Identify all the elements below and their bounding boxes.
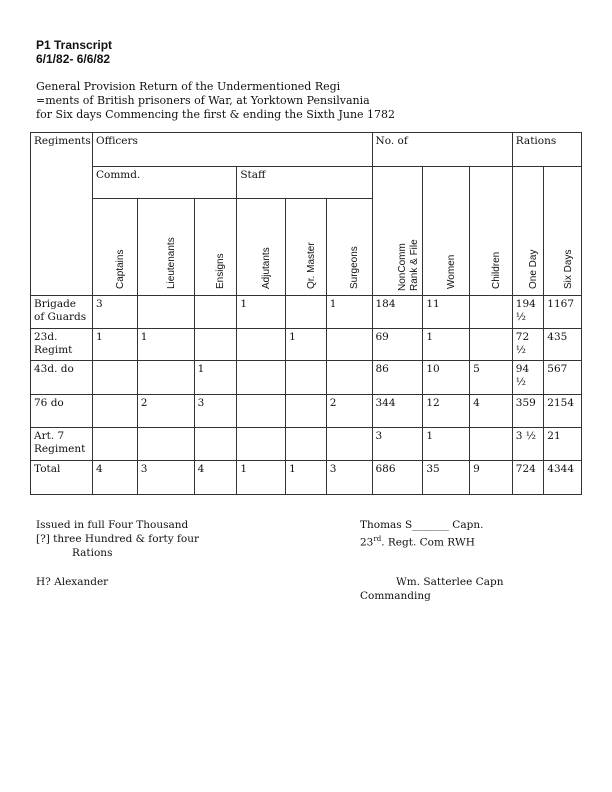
table-cell: 10 bbox=[423, 361, 470, 395]
table-row bbox=[31, 329, 582, 361]
regiment-name: Art. 7 Regiment bbox=[31, 428, 93, 461]
signature-line: Thomas S_______ Capn. bbox=[360, 519, 484, 531]
table-cell: 1 bbox=[286, 329, 327, 361]
table-cell bbox=[286, 428, 327, 461]
table-cell bbox=[237, 329, 286, 361]
table-cell: 94 ½ bbox=[512, 361, 544, 395]
table-row bbox=[31, 296, 582, 329]
table-cell: 359 bbox=[512, 395, 544, 428]
transcript-title: P1 Transcript bbox=[36, 38, 113, 52]
col-six-days: Six Days bbox=[544, 167, 582, 296]
table-cell: 2 bbox=[137, 395, 194, 428]
table-cell: 3 bbox=[326, 461, 372, 495]
table-cell: 1 bbox=[423, 329, 470, 361]
table-cell bbox=[237, 395, 286, 428]
table-cell: 3 bbox=[93, 296, 138, 329]
table-cell: 3 bbox=[194, 395, 237, 428]
issued-line: Issued in full Four Thousand bbox=[36, 519, 189, 531]
header-officers: Officers bbox=[93, 133, 373, 167]
heading-line: for Six days Commencing the first & ending the Sixth June 1782 bbox=[36, 108, 396, 121]
header-rations: Rations bbox=[512, 133, 581, 167]
table-cell: 4 bbox=[93, 461, 138, 495]
table-cell bbox=[286, 296, 327, 329]
table-cell bbox=[194, 296, 237, 329]
date-range: 6/1/82- 6/6/82 bbox=[36, 52, 111, 66]
provision-return-table bbox=[30, 132, 582, 495]
table-cell bbox=[326, 428, 372, 461]
table-cell bbox=[286, 395, 327, 428]
col-noncomm bbox=[372, 167, 423, 296]
table-cell bbox=[137, 361, 194, 395]
rations-word: Rations bbox=[72, 547, 113, 559]
table-cell: 1 bbox=[137, 329, 194, 361]
table-cell: 3 bbox=[372, 428, 423, 461]
table-row bbox=[31, 361, 582, 395]
issued-line: [?] three Hundred & forty four bbox=[36, 533, 200, 545]
table-cell: 1 bbox=[237, 296, 286, 329]
table-cell: 1 bbox=[326, 296, 372, 329]
table-cell: 1 bbox=[194, 361, 237, 395]
table-body bbox=[31, 296, 582, 495]
table-cell: 1167 bbox=[544, 296, 582, 329]
col-lieutenants: Lieutenants bbox=[137, 199, 194, 296]
table-cell: 4344 bbox=[544, 461, 582, 495]
table-cell bbox=[93, 428, 138, 461]
col-adjutants: Adjutants bbox=[237, 199, 286, 296]
col-noncomm-line: Rank & File bbox=[409, 239, 421, 291]
table-cell: 1 bbox=[423, 428, 470, 461]
table-cell: 2154 bbox=[544, 395, 582, 428]
table-cell bbox=[194, 428, 237, 461]
table-cell: 12 bbox=[423, 395, 470, 428]
col-one-day: One Day bbox=[512, 167, 544, 296]
col-surgeons: Surgeons bbox=[326, 199, 372, 296]
table-cell bbox=[93, 395, 138, 428]
table-cell bbox=[286, 361, 327, 395]
header-staff: Staff bbox=[237, 167, 372, 199]
col-children: Children bbox=[470, 167, 513, 296]
table-cell: 1 bbox=[93, 329, 138, 361]
regiment-name: 23d. Regimt bbox=[31, 329, 93, 361]
header-commissioned: Commd. bbox=[93, 167, 237, 199]
table-row bbox=[31, 461, 582, 495]
table-cell bbox=[470, 428, 513, 461]
table-cell bbox=[194, 329, 237, 361]
document-heading bbox=[36, 80, 395, 122]
table-cell: 5 bbox=[470, 361, 513, 395]
table-cell: 86 bbox=[372, 361, 423, 395]
table-cell: 9 bbox=[470, 461, 513, 495]
signature-line: Wm. Satterlee Capn bbox=[396, 576, 504, 588]
table-cell: 1 bbox=[286, 461, 327, 495]
table-cell: 184 bbox=[372, 296, 423, 329]
col-captains: Captains bbox=[93, 199, 138, 296]
table-row bbox=[31, 428, 582, 461]
heading-line: =ments of British prisoners of War, at Yorktown Pensilvania bbox=[36, 94, 370, 107]
col-ensigns: Ensigns bbox=[194, 199, 237, 296]
table-cell: 4 bbox=[470, 395, 513, 428]
table-cell: 3 ½ bbox=[512, 428, 544, 461]
heading-line: General Provision Return of the Undermentioned Regi bbox=[36, 80, 341, 93]
regiment-name: 76 do bbox=[31, 395, 93, 428]
issued-note bbox=[36, 518, 199, 560]
col-noncomm-label bbox=[397, 239, 421, 291]
table-cell: 194 ½ bbox=[512, 296, 544, 329]
commander-signature bbox=[360, 575, 503, 603]
table-cell bbox=[237, 361, 286, 395]
table-cell: 686 bbox=[372, 461, 423, 495]
table-cell: 69 bbox=[372, 329, 423, 361]
col-qr-master: Qr. Master bbox=[286, 199, 327, 296]
table-cell bbox=[93, 361, 138, 395]
table-cell bbox=[326, 361, 372, 395]
table-cell: 11 bbox=[423, 296, 470, 329]
left-signature: H? Alexander bbox=[36, 576, 109, 588]
col-noncomm-line: NonComm bbox=[397, 243, 409, 291]
header-no-of: No. of bbox=[372, 133, 512, 167]
right-signature-block bbox=[360, 518, 483, 550]
regiment-name: 43d. do bbox=[31, 361, 93, 395]
table-cell bbox=[137, 428, 194, 461]
table-cell: 72 ½ bbox=[512, 329, 544, 361]
table-cell bbox=[470, 329, 513, 361]
table-cell bbox=[326, 329, 372, 361]
table-cell: 724 bbox=[512, 461, 544, 495]
col-women: Women bbox=[423, 167, 470, 296]
table-cell: 4 bbox=[194, 461, 237, 495]
table-cell: 567 bbox=[544, 361, 582, 395]
table-cell: 344 bbox=[372, 395, 423, 428]
table-cell: 435 bbox=[544, 329, 582, 361]
table-row bbox=[31, 395, 582, 428]
regiment-name: Brigade of Guards bbox=[31, 296, 93, 329]
table-cell: 3 bbox=[137, 461, 194, 495]
table-cell: 21 bbox=[544, 428, 582, 461]
regiment-name: Total bbox=[31, 461, 93, 495]
table-cell: 35 bbox=[423, 461, 470, 495]
signature-line: 23rd. Regt. Com RWH bbox=[360, 535, 475, 549]
header-regiments: Regiments bbox=[31, 133, 93, 296]
signature-line: Commanding bbox=[360, 590, 431, 602]
table-cell bbox=[470, 296, 513, 329]
table-cell: 1 bbox=[237, 461, 286, 495]
table-cell bbox=[237, 428, 286, 461]
table-cell: 2 bbox=[326, 395, 372, 428]
table-cell bbox=[137, 296, 194, 329]
